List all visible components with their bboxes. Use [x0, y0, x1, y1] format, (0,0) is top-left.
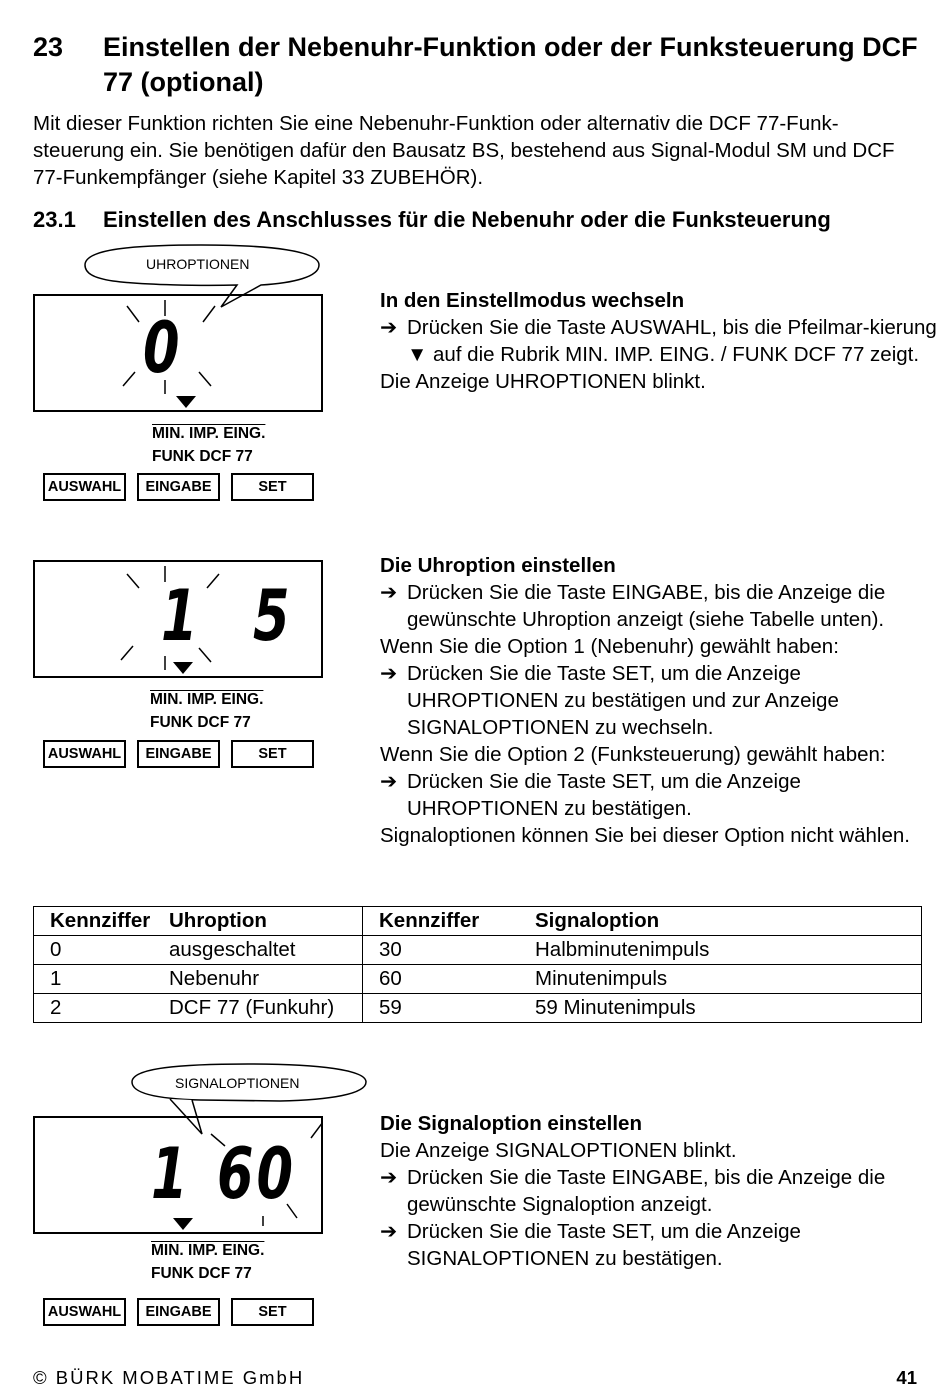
- eingabe-button[interactable]: EINGABE: [137, 473, 220, 501]
- lcd-digit: 0: [143, 307, 180, 389]
- table-header: Signaloption: [519, 907, 922, 936]
- arrow-icon: ➔: [380, 1166, 398, 1189]
- page-number: 41: [896, 1367, 917, 1388]
- table-cell: DCF 77 (Funkuhr): [155, 994, 363, 1023]
- section-title: Einstellen des Anschlusses für die Nebenuhr oder die Funksteuerung: [103, 207, 831, 232]
- arrow-icon: ➔: [380, 662, 398, 685]
- intro-paragraph: Mit dieser Funktion richten Sie eine Nebenuhr-Funktion oder alternativ die DCF 77-Funk-steuerung ein. Sie benötigen dafür den Bausatz BS, bestehend aus Signal-Modul SM und DCF 77-Funkempfänger (siehe Kapitel 33 ZUBEHÖR).: [33, 112, 895, 189]
- table-cell: Minutenimpuls: [519, 965, 922, 994]
- section-signaloption-text: [380, 1110, 940, 1272]
- section-mode-text: [380, 287, 940, 395]
- table-row: [34, 936, 922, 965]
- eingabe-button[interactable]: EINGABE: [137, 740, 220, 768]
- lcd-digit-right: 5: [253, 575, 290, 657]
- arrow-icon: ➔: [380, 770, 398, 793]
- label-funk-dcf: FUNK DCF 77: [150, 714, 251, 731]
- note-text: Signaloptionen können Sie bei dieser Option nicht wählen.: [380, 824, 910, 847]
- auswahl-button[interactable]: AUSWAHL: [43, 1298, 126, 1326]
- figure-label-3: [151, 1239, 264, 1285]
- instruction-step: [380, 1164, 940, 1218]
- pointer-triangle: [173, 1218, 193, 1230]
- step-text: Drücken Sie die Taste SET, um die Anzeige UHROPTIONEN zu bestätigen.: [407, 770, 801, 820]
- table-cell: 30: [363, 936, 520, 965]
- table-header: Kennziffer: [34, 907, 156, 936]
- step-heading: In den Einstellmodus wechseln: [380, 289, 685, 312]
- table-row: [34, 994, 922, 1023]
- table-cell: 1: [34, 965, 156, 994]
- table-cell: 0: [34, 936, 156, 965]
- lcd-display-2: [33, 560, 323, 678]
- bubble-text: SIGNALOPTIONEN: [175, 1075, 300, 1091]
- pointer-triangle: [173, 662, 193, 674]
- chapter-title: Einstellen der Nebenuhr-Funktion oder der Funksteuerung DCF 77 (optional): [103, 32, 918, 97]
- label-min-imp-eing: MIN. IMP. EING.: [151, 1242, 265, 1259]
- set-button[interactable]: SET: [231, 473, 314, 501]
- footer-copyright: © BÜRK MOBATIME GmbH: [33, 1367, 305, 1388]
- label-min-imp-eing: MIN. IMP. EING.: [152, 425, 266, 442]
- section-number: 23.1: [33, 207, 76, 232]
- instruction-step: [380, 1218, 940, 1272]
- step-text: Drücken Sie die Taste SET, um die Anzeige UHROPTIONEN zu bestätigen und zur Anzeige SIGNALOPTIONEN zu wechseln.: [407, 662, 839, 739]
- note-text: Die Anzeige UHROPTIONEN blinkt.: [380, 370, 706, 393]
- step-text: Drücken Sie die Taste SET, um die Anzeige SIGNALOPTIONEN zu bestätigen.: [407, 1220, 801, 1270]
- table-cell: Nebenuhr: [155, 965, 363, 994]
- arrow-icon: ➔: [380, 1220, 398, 1243]
- auswahl-button[interactable]: AUSWAHL: [43, 740, 126, 768]
- lcd-digit-right: 60: [217, 1133, 297, 1215]
- note-text: Wenn Sie die Option 2 (Funksteuerung) gewählt haben:: [380, 743, 886, 766]
- arrow-icon: ➔: [380, 316, 398, 339]
- table-header: Uhroption: [155, 907, 363, 936]
- table-cell: Halbminutenimpuls: [519, 936, 922, 965]
- arrow-icon: ➔: [380, 581, 398, 604]
- instruction-step: [380, 768, 940, 822]
- section-uhroption-text: [380, 552, 940, 849]
- note-text: Wenn Sie die Option 1 (Nebenuhr) gewählt haben:: [380, 635, 839, 658]
- eingabe-button[interactable]: EINGABE: [137, 1298, 220, 1326]
- lcd-display-3: [33, 1116, 323, 1234]
- table-cell: 60: [363, 965, 520, 994]
- bubble-text: UHROPTIONEN: [146, 256, 250, 272]
- instruction-step: [380, 314, 940, 368]
- step-text: Drücken Sie die Taste EINGABE, bis die Anzeige die gewünschte Uhroption anzeigt (siehe Tabelle unten).: [407, 581, 886, 631]
- figure-label-1: [152, 422, 265, 468]
- chapter-number: 23: [33, 32, 64, 62]
- table-cell: 2: [34, 994, 156, 1023]
- figure-label-2: [150, 688, 263, 734]
- set-button[interactable]: SET: [231, 1298, 314, 1326]
- label-funk-dcf: FUNK DCF 77: [152, 448, 253, 465]
- lcd-digit-left: 1: [151, 1133, 188, 1215]
- set-button[interactable]: SET: [231, 740, 314, 768]
- instruction-step: [380, 579, 940, 633]
- note-text: Die Anzeige SIGNALOPTIONEN blinkt.: [380, 1139, 737, 1162]
- instruction-step: [380, 660, 940, 741]
- step-heading: Die Signaloption einstellen: [380, 1112, 642, 1135]
- lcd-digit-left: 1: [161, 575, 198, 657]
- label-min-imp-eing: MIN. IMP. EING.: [150, 691, 264, 708]
- options-table: [33, 906, 922, 1023]
- table-header: Kennziffer: [363, 907, 520, 936]
- lcd-display-1: [33, 294, 323, 412]
- table-row: [34, 965, 922, 994]
- table-cell: ausgeschaltet: [155, 936, 363, 965]
- table-header-row: [34, 907, 922, 936]
- step-text: Drücken Sie die Taste EINGABE, bis die Anzeige die gewünschte Signaloption anzeigt.: [407, 1166, 886, 1216]
- step-heading: Die Uhroption einstellen: [380, 554, 616, 577]
- pointer-triangle: [176, 396, 196, 408]
- step-text: Drücken Sie die Taste AUSWAHL, bis die Pfeilmar-kierung ▼ auf die Rubrik MIN. IMP. EING. / FUNK DCF 77 zeigt.: [407, 316, 937, 366]
- label-funk-dcf: FUNK DCF 77: [151, 1265, 252, 1282]
- table-cell: 59: [363, 994, 520, 1023]
- table-cell: 59 Minutenimpuls: [519, 994, 922, 1023]
- auswahl-button[interactable]: AUSWAHL: [43, 473, 126, 501]
